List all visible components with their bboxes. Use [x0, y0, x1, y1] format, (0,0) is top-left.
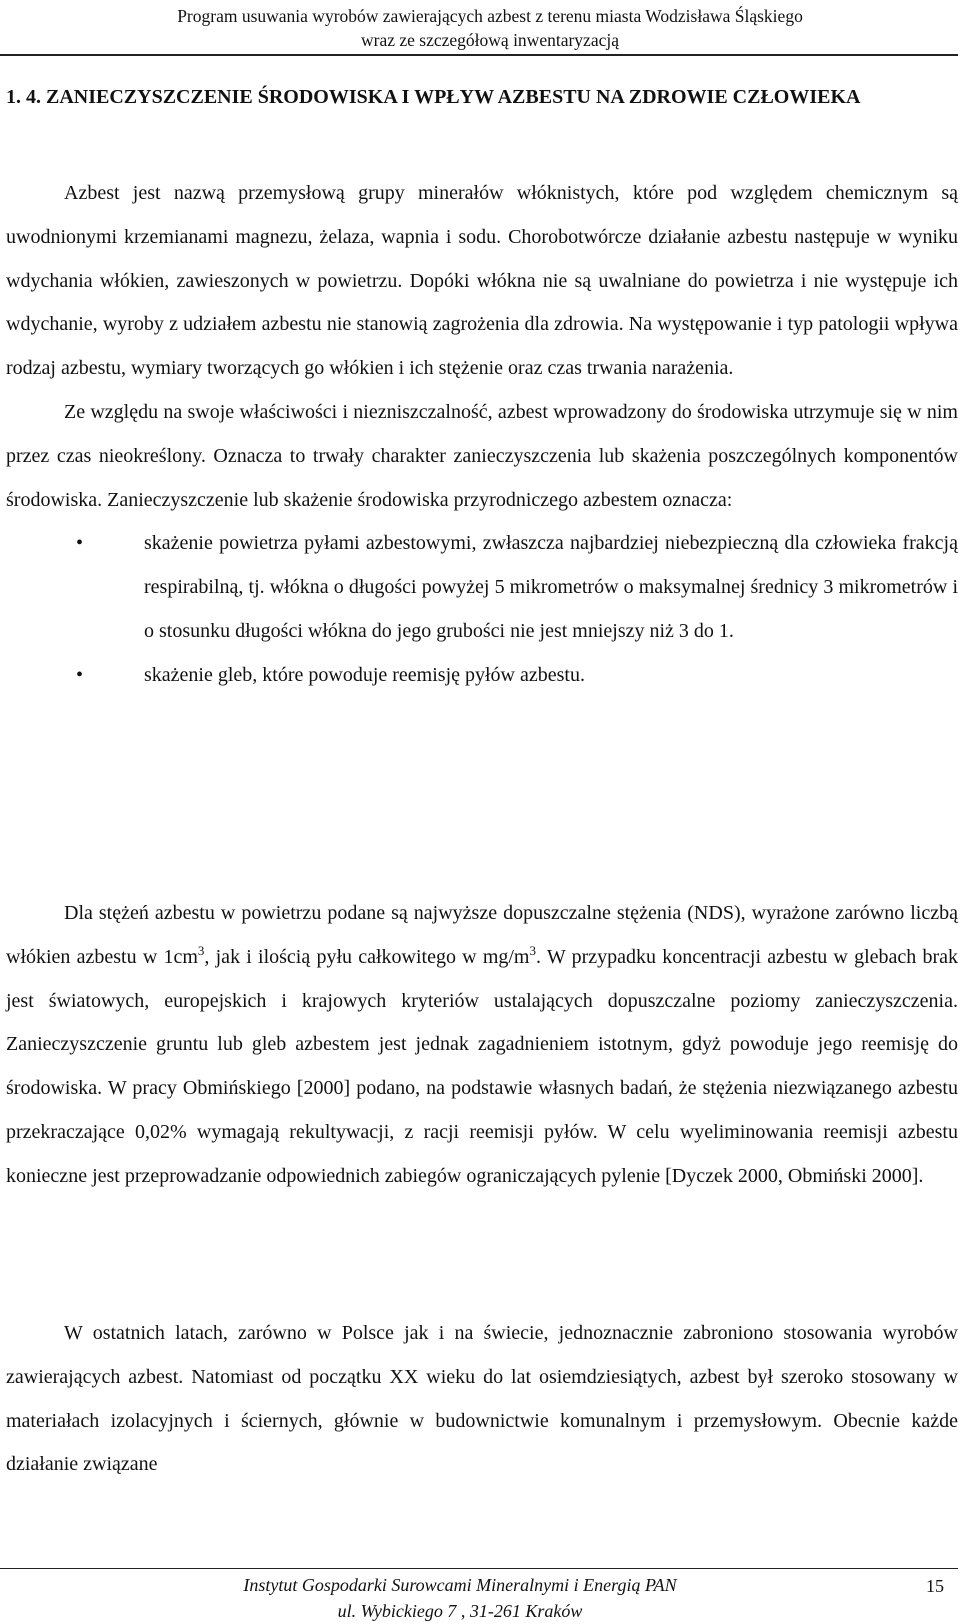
header-line-1: Program usuwania wyrobów zawierających azbest z terenu miasta Wodzisława Śląskiego — [177, 6, 803, 26]
bullet-icon: • — [76, 532, 84, 555]
header-line-2: wraz ze szczegółową inwentaryzacją — [361, 30, 619, 50]
footer-rule — [0, 1568, 958, 1569]
body-block-1 — [6, 172, 958, 698]
list-item-text: skażenie gleb, które powoduje reemisję pyłów azbestu. — [144, 663, 585, 686]
footer — [160, 1572, 760, 1624]
footer-line-2: ul. Wybickiego 7 , 31-261 Kraków — [337, 1601, 583, 1621]
bullet-list — [6, 522, 958, 697]
body-block-2 — [6, 892, 958, 1199]
list-item — [6, 654, 958, 698]
paragraph-4: W ostatnich latach, zarówno w Polsce jak i na świecie, jednoznacznie zabroniono stosowania wyrobów zawierających azbest. Natomiast od początku XX wieku do lat osiemdziesiątych, azbest był szeroko stosowany w materiałach izolacyjnych i ściernych, głównie w budownictwie komunalnym i przemysłowym. Obecnie każde działanie związane — [6, 1322, 958, 1476]
superscript-cm3: 3 — [197, 942, 205, 958]
paragraph-3-part-a: Dla stężeń azbestu w powietrzu podane są najwyższe dopuszczalne stężenia (NDS), wyrażone zarówno liczbą włókien azbestu w 1cm — [6, 902, 958, 968]
body-block-3 — [6, 1312, 958, 1487]
running-header — [20, 4, 960, 52]
list-item — [6, 522, 958, 653]
page-number: 15 — [926, 1576, 944, 1596]
list-item-text: skażenie powietrza pyłami azbestowymi, zwłaszcza najbardziej niebezpieczną dla człowieka frakcją respirabilną, tj. włókna o długości powyżej 5 mikrometrów o maksymalnej średnicy 3 mikrometrów i o stosunku długości włókna do jego grubości nie jest mniejszy niż 3 do 1. — [144, 532, 958, 642]
footer-line-1: Instytut Gospodarki Surowcami Mineralnymi i Energią PAN — [243, 1575, 677, 1595]
superscript-m3: 3 — [529, 942, 536, 958]
paragraph-3-part-c: . W przypadku koncentracji azbestu w glebach brak jest światowych, europejskich i krajowych kryteriów ustalających dopuszczalne poziomy zanieczyszczenia. Zanieczyszczenie gruntu lub gleb azbestem jest jednak zagadnieniem istotnym, gdyż powoduje jego reemisję do środowiska. W pracy Obmińskiego [2000] podano, na podstawie własnych badań, że stężenia niezwiązanego azbestu przekraczające 0,02% wymagają rekultywacji, z racji reemisji pyłów. W celu wyeliminowania reemisji azbestu konieczne jest przeprowadzanie odpowiednich zabiegów ograniczających pylenie [Dyczek 2000, Obmiński 2000]. — [6, 945, 959, 1187]
section-title: 1. 4. ZANIECZYSZCZENIE ŚRODOWISKA I WPŁYW AZBESTU NA ZDROWIE CZŁOWIEKA — [6, 86, 861, 108]
paragraph-3-part-b: , jak i ilością pyłu całkowitego w mg/m — [204, 945, 530, 968]
header-rule — [0, 54, 958, 56]
paragraph-2: Ze względu na swoje właściwości i niezniszczalność, azbest wprowadzony do środowiska utrzymuje się w nim przez czas nieokreślony. Oznacza to trwały charakter zanieczyszczenia lub skażenia poszczególnych komponentów środowiska. Zanieczyszczenie lub skażenie środowiska przyrodniczego azbestem oznacza: — [6, 400, 958, 511]
paragraph-1: Azbest jest nazwą przemysłową grupy minerałów włóknistych, które pod względem chemicznym są uwodnionymi krzemianami magnezu, żelaza, wapnia i sodu. Chorobotwórcze działanie azbestu następuje w wyniku wdychania włókien, zawieszonych w powietrzu. Dopóki włókna nie są uwalniane do powietrza i nie występuje ich wdychanie, wyroby z udziałem azbestu nie stanowią zagrożenia dla zdrowia. Na występowanie i typ patologii wpływa rodzaj azbestu, wymiary tworzących go włókien i ich stężenie oraz czas trwania narażenia. — [6, 182, 958, 380]
paragraph-3 — [6, 892, 958, 1199]
bullet-icon: • — [76, 663, 84, 686]
